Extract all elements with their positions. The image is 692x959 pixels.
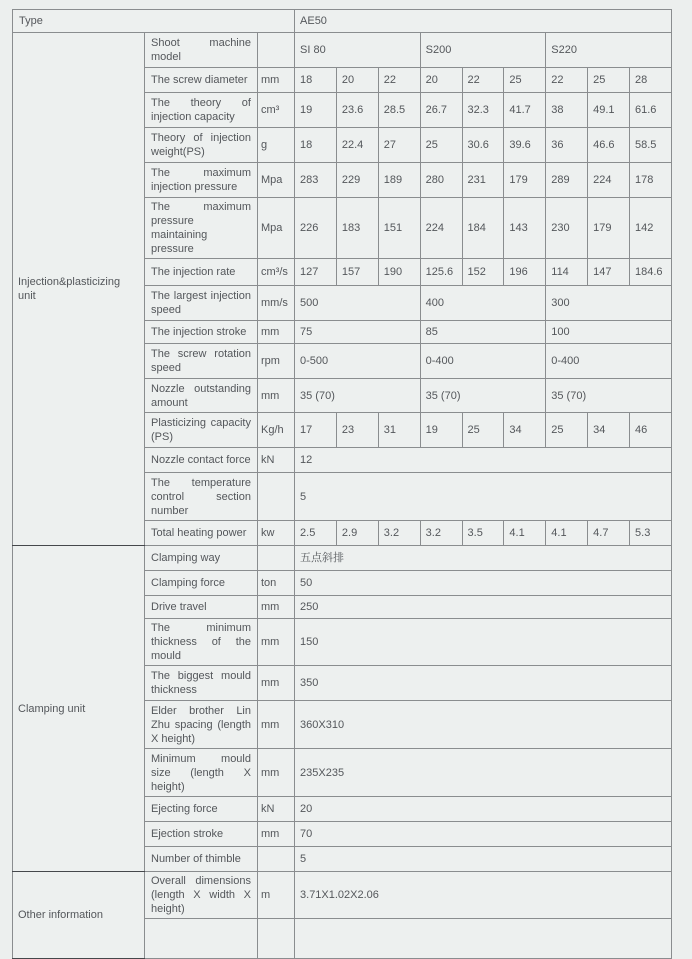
row-label-cell: The minimum thickness of the mould (145, 619, 258, 666)
value-cell: 35 (70) (546, 379, 672, 413)
value-cell: 31 (378, 413, 420, 448)
value-cell: 231 (462, 163, 504, 198)
value-cell: 20 (420, 68, 462, 93)
value-cell: 184.6 (630, 259, 672, 286)
value-cell: 142 (630, 198, 672, 259)
row-label-cell: The screw diameter (145, 68, 258, 93)
value-cell: 3.2 (420, 521, 462, 546)
value-cell: 0-400 (420, 344, 546, 379)
unit-cell: mm/s (258, 286, 295, 321)
row-label-cell: Minimum mould size (length X height) (145, 749, 258, 797)
value-cell: 27 (378, 128, 420, 163)
unit-cell: mm (258, 749, 295, 797)
value-cell: 400 (420, 286, 546, 321)
value-cell: 157 (336, 259, 378, 286)
value-cell: 196 (504, 259, 546, 286)
value-cell: 152 (462, 259, 504, 286)
value-cell: 229 (336, 163, 378, 198)
value-cell: 61.6 (630, 93, 672, 128)
unit-cell (258, 919, 295, 959)
row-label-cell: Total heating power (145, 521, 258, 546)
value-cell: 283 (295, 163, 337, 198)
value-cell: 19 (295, 93, 337, 128)
unit-cell (258, 33, 295, 68)
unit-cell: rpm (258, 344, 295, 379)
value-cell: 85 (420, 321, 546, 344)
value-cell: 34 (504, 413, 546, 448)
value-cell: 226 (295, 198, 337, 259)
value-cell: 38 (546, 93, 588, 128)
value-cell: 4.1 (546, 521, 588, 546)
value-cell: 150 (295, 619, 672, 666)
value-cell: 46 (630, 413, 672, 448)
unit-cell: ton (258, 571, 295, 596)
value-cell: 289 (546, 163, 588, 198)
unit-cell: kN (258, 448, 295, 473)
value-cell: 32.3 (462, 93, 504, 128)
section-cell: Other information (13, 872, 145, 959)
table-row (13, 872, 672, 919)
value-cell: 0-500 (295, 344, 421, 379)
value-cell: 70 (295, 822, 672, 847)
row-label-cell: Nozzle outstanding amount (145, 379, 258, 413)
unit-cell: mm (258, 701, 295, 749)
value-cell: 125.6 (420, 259, 462, 286)
value-cell: 179 (504, 163, 546, 198)
unit-cell: mm (258, 379, 295, 413)
value-cell: 178 (630, 163, 672, 198)
value-cell: 179 (588, 198, 630, 259)
value-cell: 19 (420, 413, 462, 448)
value-cell: 22.4 (336, 128, 378, 163)
value-cell: 224 (588, 163, 630, 198)
row-label-cell: Nozzle contact force (145, 448, 258, 473)
row-label-cell: The injection rate (145, 259, 258, 286)
value-cell (295, 919, 672, 959)
value-cell: 30.6 (462, 128, 504, 163)
row-label-cell: Shoot machine model (145, 33, 258, 68)
value-cell: 35 (70) (295, 379, 421, 413)
value-cell: 114 (546, 259, 588, 286)
unit-cell: kw (258, 521, 295, 546)
value-cell: 4.7 (588, 521, 630, 546)
unit-cell: g (258, 128, 295, 163)
table-row (13, 33, 672, 68)
section-cell: Clamping unit (13, 546, 145, 872)
value-cell: SI 80 (295, 33, 421, 68)
value-cell: 300 (546, 286, 672, 321)
value-cell: 360X310 (295, 701, 672, 749)
value-cell: 25 (420, 128, 462, 163)
row-label-cell: Ejecting force (145, 797, 258, 822)
value-cell: 22 (462, 68, 504, 93)
row-label-cell: Theory of injection weight(PS) (145, 128, 258, 163)
value-cell: 3.5 (462, 521, 504, 546)
value-cell: 350 (295, 666, 672, 701)
unit-cell: mm (258, 68, 295, 93)
value-cell: 5 (295, 473, 672, 521)
unit-cell: Kg/h (258, 413, 295, 448)
type-value: AE50 (295, 10, 672, 33)
value-cell: 39.6 (504, 128, 546, 163)
spec-table (12, 9, 672, 959)
value-cell: 25 (504, 68, 546, 93)
value-cell: 12 (295, 448, 672, 473)
value-cell: 143 (504, 198, 546, 259)
table-row (13, 546, 672, 571)
value-cell: 22 (378, 68, 420, 93)
value-cell: 5 (295, 847, 672, 872)
value-cell: 235X235 (295, 749, 672, 797)
value-cell: 20 (336, 68, 378, 93)
unit-cell: mm (258, 822, 295, 847)
value-cell: 230 (546, 198, 588, 259)
unit-cell: mm (258, 596, 295, 619)
row-label-cell: The screw rotation speed (145, 344, 258, 379)
value-cell: 0-400 (546, 344, 672, 379)
value-cell: 127 (295, 259, 337, 286)
unit-cell (258, 847, 295, 872)
row-label-cell: The maximum pressure maintaining pressure (145, 198, 258, 259)
row-label-cell: The largest injection speed (145, 286, 258, 321)
value-cell: 4.1 (504, 521, 546, 546)
row-label-cell: The biggest mould thickness (145, 666, 258, 701)
row-label-cell: Clamping force (145, 571, 258, 596)
type-label: Type (13, 10, 295, 33)
row-label-cell: Elder brother Lin Zhu spacing (length X height) (145, 701, 258, 749)
value-cell: 25 (462, 413, 504, 448)
unit-cell (258, 546, 295, 571)
value-cell: 183 (336, 198, 378, 259)
value-cell: S200 (420, 33, 546, 68)
unit-cell (258, 473, 295, 521)
value-cell: S220 (546, 33, 672, 68)
value-cell: 58.5 (630, 128, 672, 163)
row-label-cell: The maximum injection pressure (145, 163, 258, 198)
value-cell: 18 (295, 68, 337, 93)
type-row (13, 10, 672, 33)
value-cell: 25 (588, 68, 630, 93)
value-cell: 250 (295, 596, 672, 619)
row-label-cell: Number of thimble (145, 847, 258, 872)
value-cell: 3.71X1.02X2.06 (295, 872, 672, 919)
row-label-cell: Overall dimensions (length X width X height) (145, 872, 258, 919)
value-cell: 147 (588, 259, 630, 286)
value-cell: 3.2 (378, 521, 420, 546)
value-cell: 18 (295, 128, 337, 163)
value-cell: 280 (420, 163, 462, 198)
value-cell: 23 (336, 413, 378, 448)
value-cell: 189 (378, 163, 420, 198)
value-cell: 26.7 (420, 93, 462, 128)
value-cell: 184 (462, 198, 504, 259)
unit-cell: mm (258, 666, 295, 701)
unit-cell: kN (258, 797, 295, 822)
value-cell: 5.3 (630, 521, 672, 546)
value-cell: 190 (378, 259, 420, 286)
row-label-cell: Clamping way (145, 546, 258, 571)
unit-cell: Mpa (258, 198, 295, 259)
value-cell: 23.6 (336, 93, 378, 128)
value-cell: 100 (546, 321, 672, 344)
unit-cell: mm (258, 321, 295, 344)
value-cell: 75 (295, 321, 421, 344)
value-cell: 49.1 (588, 93, 630, 128)
unit-cell: m (258, 872, 295, 919)
value-cell: 46.6 (588, 128, 630, 163)
value-cell: 2.5 (295, 521, 337, 546)
value-cell: 35 (70) (420, 379, 546, 413)
row-label-cell: The injection stroke (145, 321, 258, 344)
unit-cell: mm (258, 619, 295, 666)
value-cell: 224 (420, 198, 462, 259)
value-cell: 28 (630, 68, 672, 93)
value-cell: 25 (546, 413, 588, 448)
value-cell: 36 (546, 128, 588, 163)
value-cell: 28.5 (378, 93, 420, 128)
row-label-cell (145, 919, 258, 959)
value-cell: 2.9 (336, 521, 378, 546)
unit-cell: cm³/s (258, 259, 295, 286)
row-label-cell: Drive travel (145, 596, 258, 619)
row-label-cell: The temperature control section number (145, 473, 258, 521)
value-cell: 500 (295, 286, 421, 321)
section-cell: Injection&plasticizing unit (13, 33, 145, 546)
row-label-cell: The theory of injection capacity (145, 93, 258, 128)
unit-cell: Mpa (258, 163, 295, 198)
value-cell: 34 (588, 413, 630, 448)
value-cell: 41.7 (504, 93, 546, 128)
value-cell: 50 (295, 571, 672, 596)
unit-cell: cm³ (258, 93, 295, 128)
value-cell: 22 (546, 68, 588, 93)
value-cell: 五点斜排 (295, 546, 672, 571)
value-cell: 151 (378, 198, 420, 259)
value-cell: 17 (295, 413, 337, 448)
row-label-cell: Plasticizing capacity (PS) (145, 413, 258, 448)
row-label-cell: Ejection stroke (145, 822, 258, 847)
value-cell: 20 (295, 797, 672, 822)
